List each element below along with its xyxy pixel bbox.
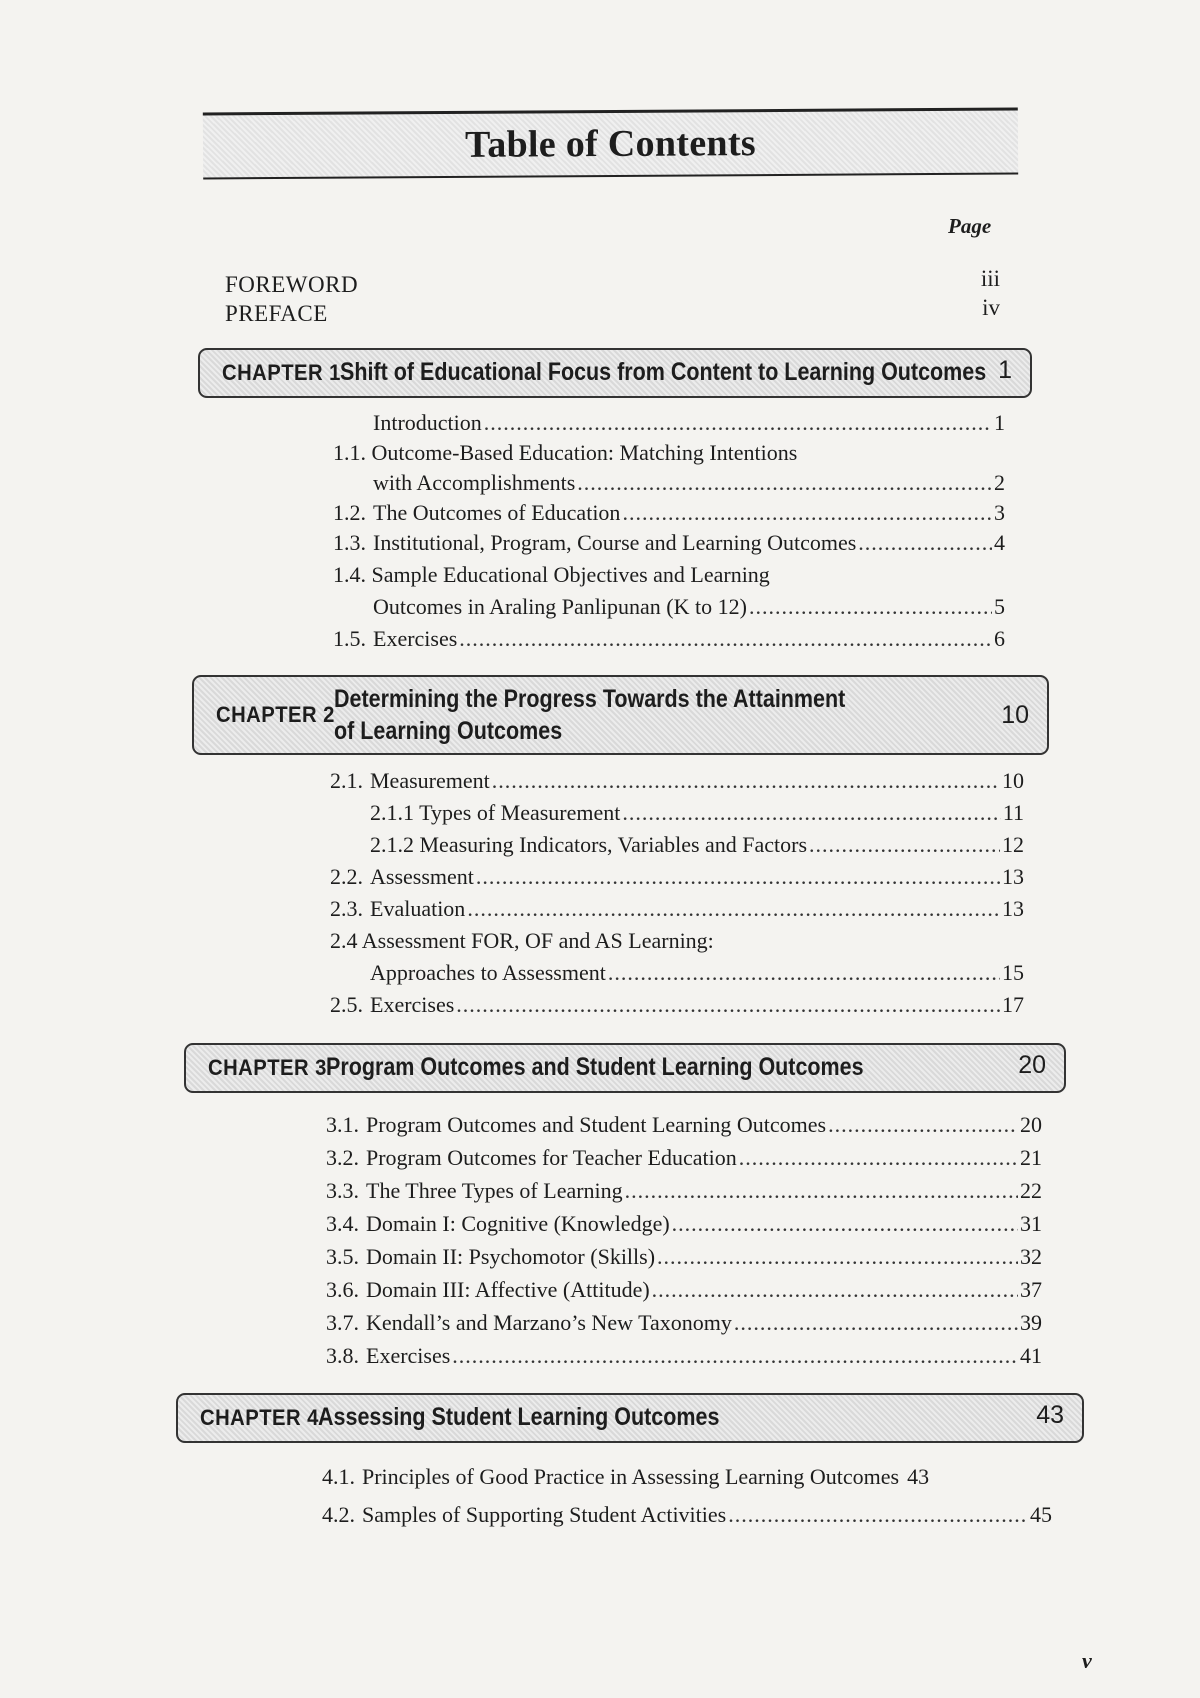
entry-page: 21: [1020, 1145, 1042, 1170]
chapter-page: 43: [1036, 1401, 1064, 1429]
entry-title: Exercises: [373, 626, 458, 651]
dot-leader: [622, 498, 992, 528]
chapter-label: CHAPTER 1: [222, 360, 341, 385]
dot-leader: [577, 468, 992, 498]
entry-title: with Accomplishments: [373, 470, 576, 495]
front-matter-preface-page: iv: [982, 295, 1000, 320]
chapter-title: Assessing Student Learning Outcomes: [318, 1403, 720, 1431]
chapter-label: CHAPTER 2: [216, 702, 335, 727]
entry-number: 1.2.: [333, 500, 366, 525]
toc-entry: [326, 1341, 1042, 1371]
entry-number: 3.7.: [326, 1310, 359, 1335]
dot-leader: [734, 1308, 1018, 1338]
entry-title: Assessment FOR, OF and AS Learning:: [361, 928, 714, 953]
entry-number: 3.1.: [326, 1112, 359, 1137]
entry-page: 31: [1020, 1211, 1042, 1236]
entry-page: 6: [994, 626, 1005, 651]
toc-entry: [326, 1308, 1042, 1338]
entry-page: 39: [1020, 1310, 1042, 1335]
entry-title: Outcomes in Araling Panlipunan (K to 12): [373, 594, 747, 619]
entry-number: 3.3.: [326, 1178, 359, 1203]
dot-leader: [749, 592, 992, 622]
dot-leader: [476, 862, 1000, 892]
entry-title: Exercises: [366, 1343, 451, 1368]
entry-page: 4: [994, 530, 1005, 555]
dot-leader: [828, 1110, 1018, 1140]
entry-number: 1.4.: [333, 562, 366, 587]
front-matter-preface: PREFACE: [225, 301, 328, 326]
entry-title: Domain III: Affective (Attitude): [366, 1277, 650, 1302]
toc-entry: [330, 990, 1024, 1020]
chapter-label: CHAPTER 3: [208, 1055, 327, 1080]
entry-number: 1.1.: [333, 440, 366, 465]
entry-number: 1.5.: [333, 626, 366, 651]
dot-leader: [625, 1176, 1018, 1206]
dot-leader: [459, 624, 992, 654]
dot-leader: [467, 894, 1000, 924]
chapter-label: CHAPTER 4: [200, 1405, 319, 1430]
dot-leader: [608, 958, 1000, 988]
entry-page: 17: [1002, 992, 1024, 1017]
chapter-page: 20: [1018, 1051, 1046, 1079]
entry-number: 1.3.: [333, 530, 366, 555]
toc-entry-heading: [333, 438, 797, 468]
toc-entry: [330, 798, 1024, 828]
entry-page: 12: [1002, 832, 1024, 857]
entry-page: 2: [994, 470, 1005, 495]
entry-page: 3: [994, 500, 1005, 525]
entry-page: 13: [1002, 896, 1024, 921]
entry-title: Kendall’s and Marzano’s New Taxonomy: [366, 1310, 732, 1335]
toc-entry-heading: [330, 926, 714, 956]
dot-leader: [739, 1143, 1018, 1173]
chapter-3-heading: [184, 1043, 1066, 1093]
toc-entry: [326, 1242, 1042, 1272]
dot-leader: [492, 766, 1000, 796]
dot-leader: [672, 1209, 1018, 1239]
entry-title: Program Outcomes and Student Learning Outcomes: [366, 1112, 827, 1137]
dot-leader: [652, 1275, 1018, 1305]
dot-leader: [858, 528, 992, 558]
toc-entry: [330, 766, 1024, 796]
toc-entry: [322, 1462, 1052, 1492]
entry-number: 2.3.: [330, 896, 363, 921]
entry-page: 43: [907, 1464, 930, 1489]
entry-title: Approaches to Assessment: [370, 960, 606, 985]
entry-page: 1: [994, 410, 1005, 435]
entry-number: 2.2.: [330, 864, 363, 889]
dot-leader: [452, 1341, 1018, 1371]
front-matter-foreword: FOREWORD: [225, 272, 359, 297]
toc-entry: [333, 408, 1005, 438]
entry-title: 2.1.1 Types of Measurement: [370, 800, 621, 825]
dot-leader: [456, 990, 1000, 1020]
entry-title: The Outcomes of Education: [373, 500, 621, 525]
entry-number: 4.1.: [322, 1464, 355, 1489]
entry-title: Exercises: [370, 992, 455, 1017]
entry-title: Measurement: [370, 768, 490, 793]
entry-page: 5: [994, 594, 1005, 619]
toc-entry: [326, 1143, 1042, 1173]
chapter-2-heading: [192, 675, 1049, 755]
chapter-1-heading: [198, 348, 1032, 398]
chapter-page: 1: [998, 356, 1012, 384]
entry-number: 2.1.: [330, 768, 363, 793]
toc-entry: [333, 528, 1005, 558]
toc-entry: [326, 1176, 1042, 1206]
chapter-title-line-2: of Learning Outcomes: [334, 717, 563, 745]
chapter-page: 10: [1001, 701, 1029, 729]
entry-page: 15: [1002, 960, 1024, 985]
entry-page: 41: [1020, 1343, 1042, 1368]
dot-leader: [728, 1500, 1028, 1530]
page-title: Table of Contents: [464, 122, 757, 166]
entry-title: Assessment: [370, 864, 474, 889]
entry-page: 20: [1020, 1112, 1042, 1137]
chapter-title: Shift of Educational Focus from Content to Learning Outcomes: [340, 358, 987, 386]
entry-number: 2.4: [330, 928, 358, 953]
toc-entry: [333, 592, 1005, 622]
toc-entry: [322, 1500, 1052, 1530]
dot-leader: [809, 830, 1000, 860]
entry-number: 3.2.: [326, 1145, 359, 1170]
entry-title: Evaluation: [370, 896, 466, 921]
toc-entry: [333, 468, 1005, 498]
toc-entry: [330, 958, 1024, 988]
entry-page: 10: [1002, 768, 1024, 793]
chapter-title-line-1: Determining the Progress Towards the Attainment: [334, 685, 846, 713]
entry-title: Program Outcomes for Teacher Education: [366, 1145, 737, 1170]
entry-number: 3.6.: [326, 1277, 359, 1302]
entry-title: Domain II: Psychomotor (Skills): [366, 1244, 656, 1269]
entry-title: Introduction: [373, 410, 482, 435]
entry-title: Outcome-Based Education: Matching Intentions: [371, 440, 798, 465]
entry-page: 45: [1030, 1502, 1052, 1527]
toc-entry-heading: [333, 560, 770, 590]
entry-number: 2.5.: [330, 992, 363, 1017]
page-folio: v: [1082, 1648, 1092, 1673]
front-matter-foreword-page: iii: [980, 266, 1000, 291]
entry-page: 37: [1020, 1277, 1042, 1302]
entry-title: The Three Types of Learning: [366, 1178, 623, 1203]
entry-page: 13: [1002, 864, 1024, 889]
toc-entry: [330, 862, 1024, 892]
chapter-4-heading: [176, 1393, 1084, 1443]
entry-page: 22: [1020, 1178, 1042, 1203]
entry-number: 3.4.: [326, 1211, 359, 1236]
toc-entry: [333, 624, 1005, 654]
entry-title: Institutional, Program, Course and Learning Outcomes: [373, 530, 857, 555]
entry-title: Principles of Good Practice in Assessing Learning Outcomes: [362, 1464, 900, 1489]
toc-entry: [330, 894, 1024, 924]
page-column-heading: Page: [948, 214, 992, 238]
entry-title: Sample Educational Objectives and Learning: [371, 562, 770, 587]
dot-leader: [622, 798, 1000, 828]
dot-leader: [657, 1242, 1018, 1272]
entry-number: 4.2.: [322, 1502, 355, 1527]
toc-entry: [326, 1275, 1042, 1305]
entry-title: Samples of Supporting Student Activities: [362, 1502, 727, 1527]
title-banner: [203, 108, 1018, 180]
toc-entry: [326, 1209, 1042, 1239]
chapter-title: Program Outcomes and Student Learning Outcomes: [326, 1053, 864, 1081]
entry-number: 3.8.: [326, 1343, 359, 1368]
toc-entry: [330, 830, 1024, 860]
toc-entry: [333, 498, 1005, 528]
entry-page: 11: [1002, 800, 1024, 825]
entry-page: 32: [1020, 1244, 1042, 1269]
toc-entry: [326, 1110, 1042, 1140]
entry-title: 2.1.2 Measuring Indicators, Variables and Factors: [370, 832, 808, 857]
entry-title: Domain I: Cognitive (Knowledge): [366, 1211, 670, 1236]
entry-number: 3.5.: [326, 1244, 359, 1269]
dot-leader: [484, 408, 992, 438]
